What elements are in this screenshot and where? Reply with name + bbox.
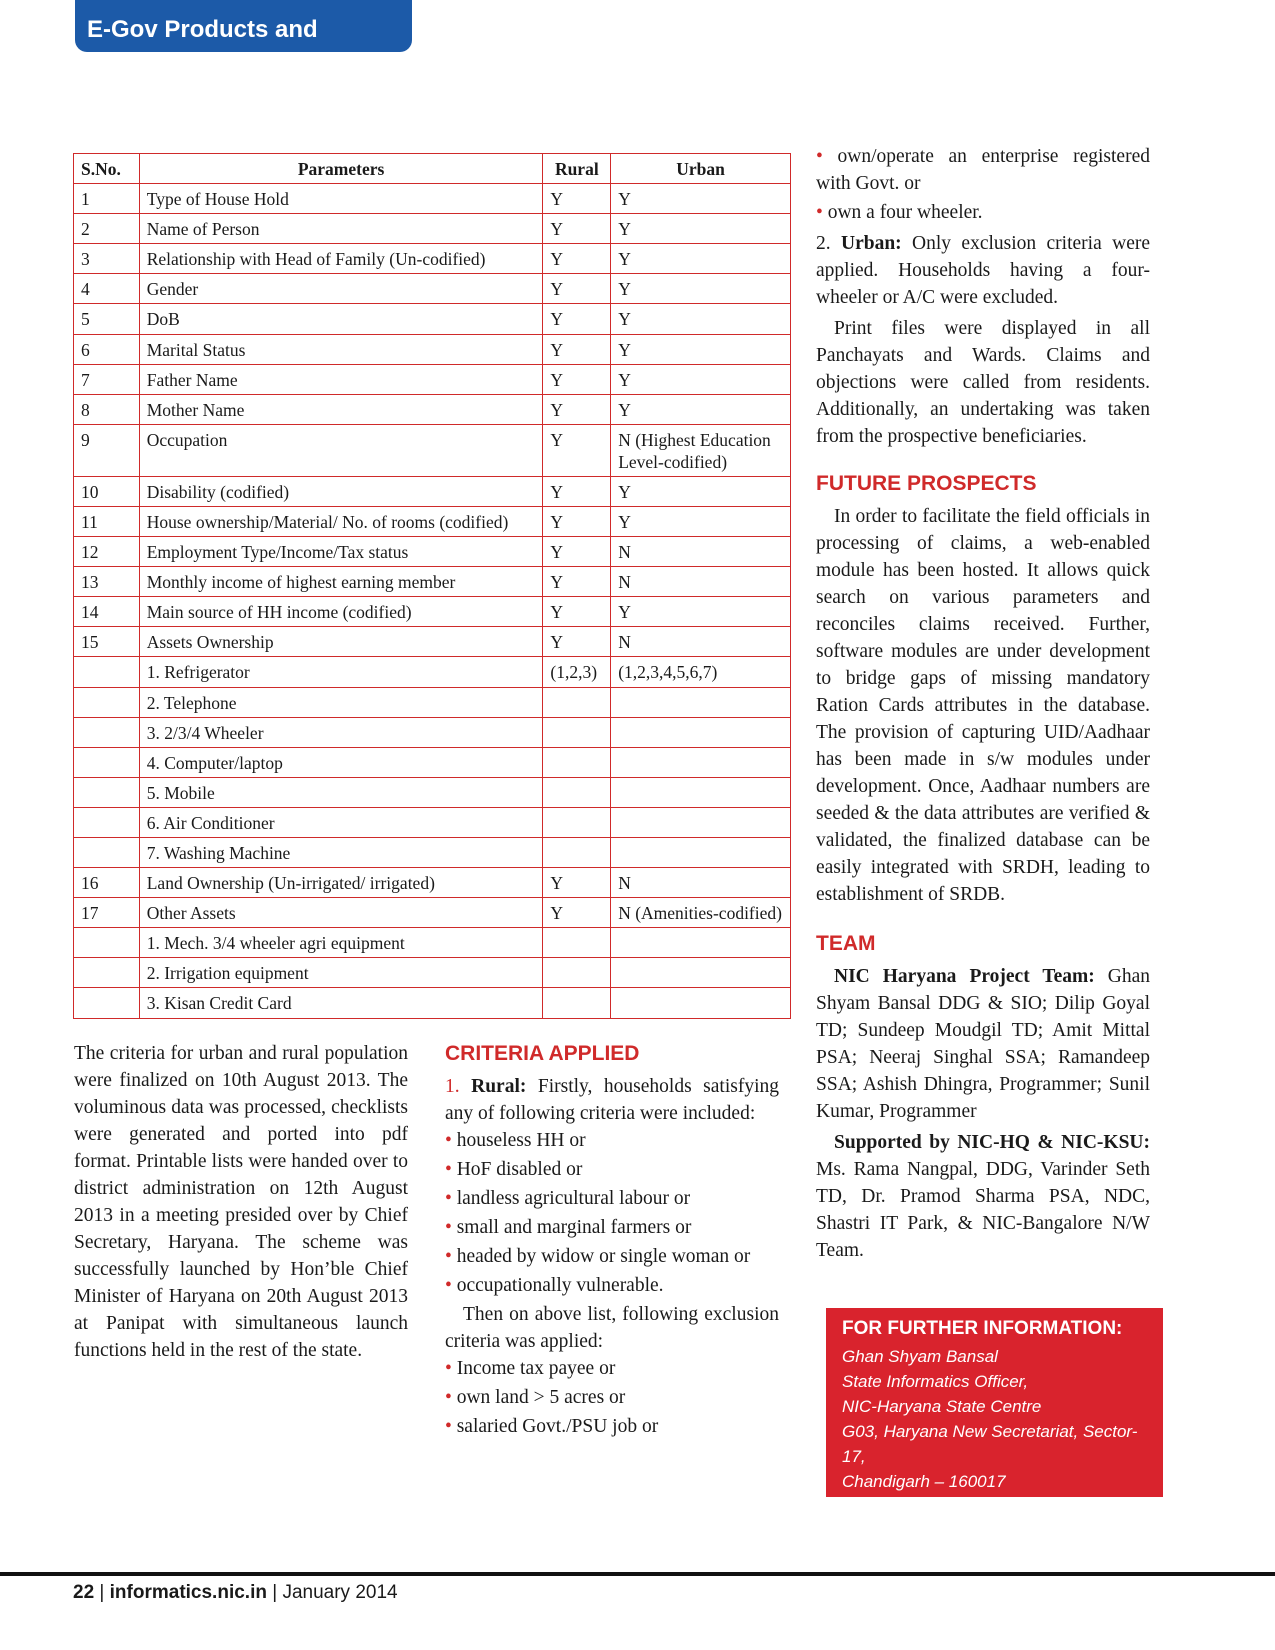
list-item: • occupationally vulnerable.: [445, 1272, 779, 1299]
left-column: [74, 1040, 408, 1364]
cell-rural: Y: [543, 898, 611, 928]
cell-urban: Y: [611, 334, 791, 364]
team-text: Ghan Shyam Bansal DDG & SIO; Dilip Goyal TD; Sundeep Moudgil TD; Amit Mittal PSA; Neeraj Singhal SSA; Ramandeep SSA; Ashish Dhingra, Programmer; Sunil Kumar, Programmer: [816, 966, 1150, 1122]
cell-sno: [74, 717, 140, 747]
page-number: 22: [73, 1582, 95, 1603]
support-label: Supported by NIC-HQ & NIC-KSU:: [834, 1132, 1150, 1153]
cell-sno: [74, 777, 140, 807]
page-footer: [73, 1582, 398, 1604]
cell-parameter: Land Ownership (Un-irrigated/ irrigated): [139, 868, 543, 898]
table-row: [74, 394, 791, 424]
cell-rural: [543, 777, 611, 807]
urban-criteria-paragraph: [816, 230, 1150, 311]
table-row: [74, 244, 791, 274]
cell-urban: [611, 717, 791, 747]
table-row: [74, 657, 791, 687]
team-paragraph: [816, 963, 1150, 1125]
info-line-email: E-mail: sio-hry@nic.in: [842, 1497, 1008, 1516]
cell-sno: 16: [74, 868, 140, 898]
cell-sno: 1: [74, 184, 140, 214]
cell-rural: (1,2,3): [543, 657, 611, 687]
table-row: [74, 506, 791, 536]
cell-parameter: House ownership/Material/ No. of rooms (codified): [139, 506, 543, 536]
table-header-sno: S.No.: [74, 154, 140, 184]
cell-sno: 8: [74, 394, 140, 424]
table-row: [74, 214, 791, 244]
cell-rural: Y: [543, 424, 611, 476]
list-item: • houseless HH or: [445, 1127, 779, 1154]
criteria-heading: CRITERIA APPLIED: [445, 1042, 640, 1065]
cell-sno: [74, 807, 140, 837]
list-item: • headed by widow or single woman or: [445, 1243, 779, 1270]
future-prospects-paragraph: In order to facilitate the field officials in processing of claims, a web-enabled module has been hosted. It allows quick search on various parameters and reconciles claims received. Further, software modules are under development to bridge gaps of missing mandatory Ration Cards attributes in the database. The provision of capturing UID/Aadhaar has been made in s/w modules under development. Once, Aadhaar numbers are seeded & the data attributes are verified & validated, the finalized database can be easily integrated with SRDH, leading to establishment of SRDB.: [816, 506, 1150, 905]
cell-urban: Y: [611, 506, 791, 536]
team-label: NIC Haryana Project Team:: [834, 966, 1095, 987]
table-row: [74, 424, 791, 476]
cell-parameter: Disability (codified): [139, 476, 543, 506]
cell-urban: Y: [611, 476, 791, 506]
cell-rural: Y: [543, 537, 611, 567]
cell-sno: 6: [74, 334, 140, 364]
table-row: [74, 747, 791, 777]
exclusion-intro: Then on above list, following exclusion criteria was applied:: [445, 1304, 779, 1352]
middle-column: [445, 1040, 779, 1442]
table-row: [74, 364, 791, 394]
team-heading: TEAM: [816, 932, 876, 955]
cell-rural: Y: [543, 274, 611, 304]
table-row: [74, 567, 791, 597]
cell-rural: [543, 928, 611, 958]
cell-urban: N (Highest Education Level-codified): [611, 424, 791, 476]
list-item: • salaried Govt./PSU job or: [445, 1413, 779, 1440]
list-item: • landless agricultural labour or: [445, 1185, 779, 1212]
table-row: [74, 184, 791, 214]
cell-sno: 9: [74, 424, 140, 476]
info-line-centre: NIC-Haryana State Centre: [842, 1397, 1042, 1416]
cell-urban: [611, 807, 791, 837]
cell-urban: N: [611, 868, 791, 898]
cell-sno: 13: [74, 567, 140, 597]
list-item: • HoF disabled or: [445, 1156, 779, 1183]
cell-urban: [611, 837, 791, 867]
cell-urban: [611, 988, 791, 1018]
exclusion-criteria-list: [445, 1355, 779, 1440]
cell-urban: [611, 928, 791, 958]
table-row: [74, 717, 791, 747]
cell-rural: Y: [543, 394, 611, 424]
support-paragraph: [816, 1129, 1150, 1264]
cell-urban: N: [611, 537, 791, 567]
footer-separator: |: [94, 1582, 110, 1603]
table-row: [74, 928, 791, 958]
cell-rural: Y: [543, 868, 611, 898]
rural-criteria-list: [445, 1127, 779, 1299]
rural-label: Rural:: [471, 1076, 527, 1097]
cell-sno: 4: [74, 274, 140, 304]
cell-parameter: Mother Name: [139, 394, 543, 424]
cell-parameter: Gender: [139, 274, 543, 304]
cell-parameter: 5. Mobile: [139, 777, 543, 807]
cell-rural: [543, 837, 611, 867]
cell-rural: [543, 717, 611, 747]
cell-rural: Y: [543, 506, 611, 536]
cell-parameter: 2. Telephone: [139, 687, 543, 717]
urban-text: Only exclusion criteria were applied. Households having a four-wheeler or A/C were excluded.: [816, 233, 1150, 308]
footer-rule: [0, 1572, 1275, 1576]
future-prospects-heading: FUTURE PROSPECTS: [816, 472, 1037, 495]
cell-parameter: Assets Ownership: [139, 627, 543, 657]
cell-rural: Y: [543, 334, 611, 364]
cell-sno: 10: [74, 476, 140, 506]
cell-urban: Y: [611, 244, 791, 274]
cell-sno: [74, 958, 140, 988]
cell-rural: Y: [543, 304, 611, 334]
list-item: • Income tax payee or: [445, 1355, 779, 1382]
cell-urban: N: [611, 627, 791, 657]
info-line-city: Chandigarh – 160017: [842, 1472, 1006, 1491]
cell-sno: 7: [74, 364, 140, 394]
launch-paragraph: The criteria for urban and rural population were finalized on 10th August 2013. The voluminous data was processed, checklists were generated and ported into pdf format. Printable lists were handed over to district administration on 12th August 2013 in a meeting presided over by Chief Secretary, Haryana. The scheme was successfully launched by Hon’ble Chief Minister of Haryana on 20th August 2013 at Panipat with simultaneous launch functions held in the rest of the state.: [74, 1043, 408, 1361]
table-row: [74, 807, 791, 837]
cell-parameter: 3. Kisan Credit Card: [139, 988, 543, 1018]
cell-parameter: Relationship with Head of Family (Un-codified): [139, 244, 543, 274]
cell-urban: [611, 687, 791, 717]
cell-parameter: 6. Air Conditioner: [139, 807, 543, 837]
cell-parameter: Employment Type/Income/Tax status: [139, 537, 543, 567]
cell-urban: [611, 958, 791, 988]
cell-urban: [611, 777, 791, 807]
cell-rural: [543, 747, 611, 777]
list-item: • own land > 5 acres or: [445, 1384, 779, 1411]
cell-sno: [74, 988, 140, 1018]
cell-rural: Y: [543, 476, 611, 506]
table-row: [74, 868, 791, 898]
section-header-tab: [75, 0, 412, 103]
info-line-address: G03, Haryana New Secretariat, Sector-17,: [842, 1422, 1138, 1466]
further-information-title: FOR FURTHER INFORMATION:: [842, 1318, 1123, 1339]
right-column: [816, 143, 1150, 1264]
table-row: [74, 476, 791, 506]
print-files-paragraph: Print files were displayed in all Panchayats and Wards. Claims and objections were called from residents. Additionally, an undertaking was taken from the prospective beneficiaries.: [816, 318, 1150, 447]
cell-urban: [611, 747, 791, 777]
parameters-table: [73, 153, 791, 1019]
cell-parameter: DoB: [139, 304, 543, 334]
table-header-rural: Rural: [543, 154, 611, 184]
cell-urban: Y: [611, 394, 791, 424]
rural-number: 1.: [445, 1076, 460, 1097]
table-row: [74, 627, 791, 657]
table-header-urban: Urban: [611, 154, 791, 184]
table-row: [74, 687, 791, 717]
cell-urban: Y: [611, 304, 791, 334]
info-line-name: Ghan Shyam Bansal: [842, 1347, 998, 1366]
cell-sno: 15: [74, 627, 140, 657]
cell-parameter: 4. Computer/laptop: [139, 747, 543, 777]
footer-site: informatics.nic.in: [109, 1582, 267, 1603]
cell-sno: 2: [74, 214, 140, 244]
cell-sno: [74, 747, 140, 777]
table-row: [74, 988, 791, 1018]
cell-parameter: Marital Status: [139, 334, 543, 364]
cell-rural: Y: [543, 567, 611, 597]
cell-rural: Y: [543, 244, 611, 274]
cell-sno: 5: [74, 304, 140, 334]
table-row: [74, 537, 791, 567]
cell-parameter: Other Assets: [139, 898, 543, 928]
cell-sno: [74, 837, 140, 867]
urban-number: 2.: [816, 233, 831, 254]
urban-label: Urban:: [841, 233, 902, 254]
table-header-parameters: Parameters: [139, 154, 543, 184]
cell-rural: Y: [543, 627, 611, 657]
cell-rural: [543, 687, 611, 717]
rural-criteria-paragraph: [445, 1073, 779, 1127]
info-line-role: State Informatics Officer,: [842, 1372, 1029, 1391]
cell-sno: 17: [74, 898, 140, 928]
cell-parameter: Occupation: [139, 424, 543, 476]
table-row: [74, 304, 791, 334]
table-row: [74, 958, 791, 988]
support-text: Ms. Rama Nangpal, DDG, Varinder Seth TD, Dr. Pramod Sharma PSA, NDC, Shastri IT Park, & NIC-Bangalore N/W Team.: [816, 1159, 1150, 1261]
footer-separator: |: [266, 1582, 283, 1603]
cell-sno: 3: [74, 244, 140, 274]
cell-sno: 12: [74, 537, 140, 567]
cell-urban: Y: [611, 274, 791, 304]
cell-rural: Y: [543, 214, 611, 244]
table-header-row: [74, 154, 791, 184]
cell-parameter: Type of House Hold: [139, 184, 543, 214]
cell-parameter: 7. Washing Machine: [139, 837, 543, 867]
cell-parameter: 1. Mech. 3/4 wheeler agri equipment: [139, 928, 543, 958]
rural-text: Firstly, households satisfying any of following criteria were included:: [445, 1076, 779, 1124]
cell-sno: [74, 687, 140, 717]
cell-rural: [543, 807, 611, 837]
cell-urban: (1,2,3,4,5,6,7): [611, 657, 791, 687]
table-row: [74, 334, 791, 364]
cell-parameter: Monthly income of highest earning member: [139, 567, 543, 597]
cell-urban: Y: [611, 184, 791, 214]
cell-parameter: Main source of HH income (codified): [139, 597, 543, 627]
cell-rural: [543, 988, 611, 1018]
cell-parameter: Father Name: [139, 364, 543, 394]
list-item: • own/operate an enterprise registered with Govt. or: [816, 143, 1150, 197]
table-row: [74, 597, 791, 627]
cell-urban: Y: [611, 364, 791, 394]
list-item: • own a four wheeler.: [816, 199, 1150, 226]
cell-sno: [74, 657, 140, 687]
cell-rural: Y: [543, 364, 611, 394]
cell-sno: 11: [74, 506, 140, 536]
table-row: [74, 837, 791, 867]
cell-urban: N: [611, 567, 791, 597]
cell-urban: Y: [611, 597, 791, 627]
list-item: • small and marginal farmers or: [445, 1214, 779, 1241]
cell-parameter: 2. Irrigation equipment: [139, 958, 543, 988]
cell-sno: [74, 928, 140, 958]
cell-sno: 14: [74, 597, 140, 627]
exclusion-criteria-list-continued: [816, 143, 1150, 226]
table-row: [74, 274, 791, 304]
section-header-label: E-Gov Products and Services: [87, 16, 318, 103]
cell-parameter: Name of Person: [139, 214, 543, 244]
cell-urban: N (Amenities-codified): [611, 898, 791, 928]
table-row: [74, 777, 791, 807]
cell-rural: [543, 958, 611, 988]
cell-parameter: 1. Refrigerator: [139, 657, 543, 687]
footer-date: January 2014: [282, 1582, 398, 1603]
cell-urban: Y: [611, 214, 791, 244]
table-row: [74, 898, 791, 928]
cell-parameter: 3. 2/3/4 Wheeler: [139, 717, 543, 747]
cell-rural: Y: [543, 597, 611, 627]
cell-rural: Y: [543, 184, 611, 214]
further-information-box: [826, 1308, 1163, 1516]
